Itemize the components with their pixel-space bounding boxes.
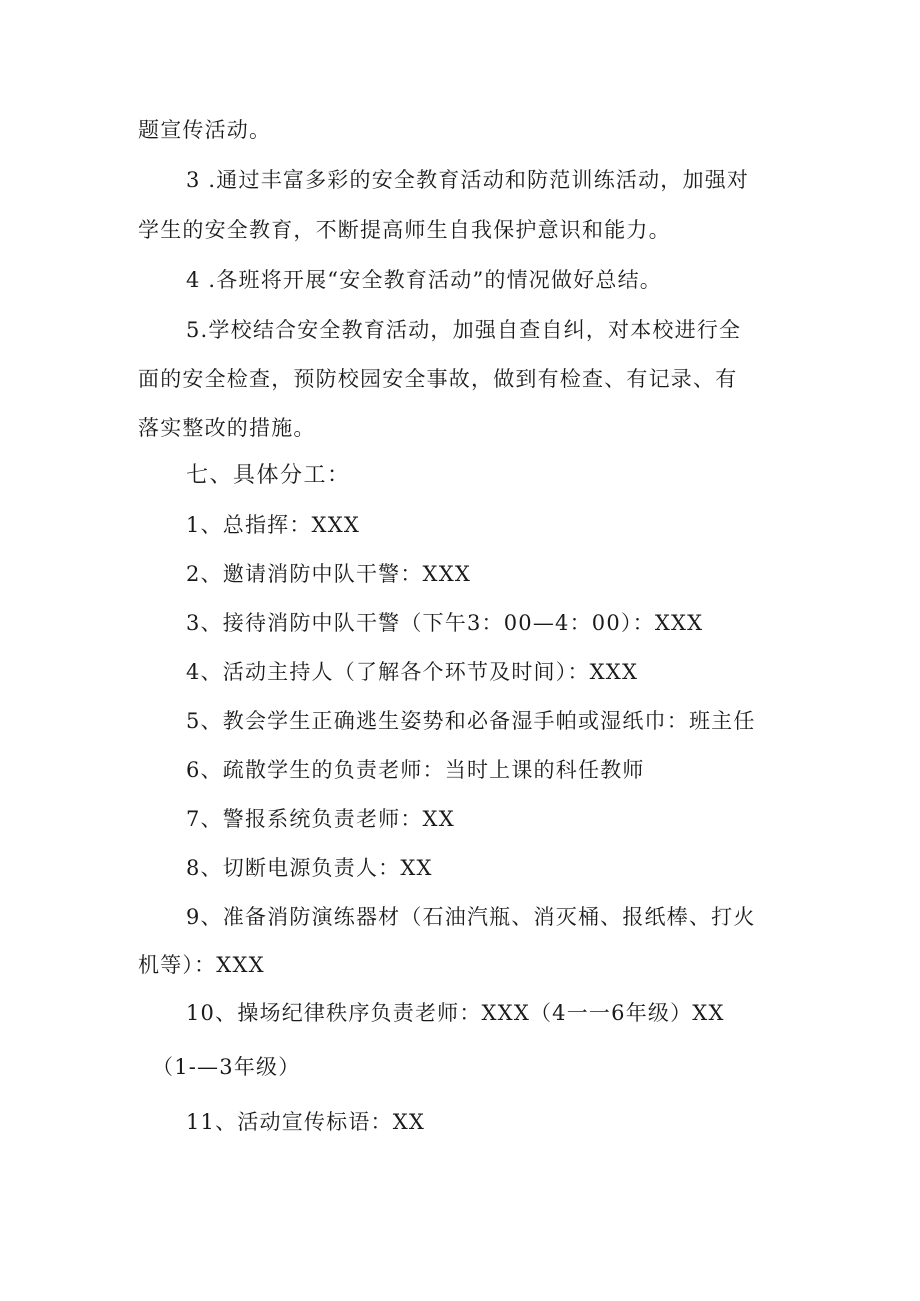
assignment-item: 5、教会学生正确逃生姿势和必备湿手帕或湿纸巾：班主任 — [186, 709, 756, 733]
assignment-item: 10、操场纪律秩序负责老师：XXX（4一一6年级）XX — [186, 1001, 725, 1025]
assignment-item: 7、警报系统负责老师：XX — [186, 807, 455, 831]
assignment-item: 4、活动主持人（了解各个环节及时间）：XXX — [186, 660, 639, 684]
assignment-item: （1-—3年级） — [152, 1055, 301, 1079]
assignment-item: 6、疏散学生的负责老师：当时上课的科任教师 — [186, 758, 645, 782]
assignment-item: 机等）：XXX — [138, 953, 265, 977]
assignment-item: 3、接待消防中队干警（下午3：00—4：00）：XXX — [186, 611, 704, 635]
assignment-item: 8、切断电源负责人：XX — [186, 856, 433, 880]
assignment-item: 9、准备消防演练器材（石油汽瓶、消灭桶、报纸棒、打火 — [186, 905, 756, 929]
section-heading: 七、具体分工： — [186, 463, 351, 488]
assignment-item: 11、活动宣传标语：XX — [186, 1110, 426, 1134]
body-line: 5.学校结合安全教育活动，加强自查自纠，对本校进行全 — [186, 318, 742, 342]
assignment-item: 1、总指挥：XXX — [186, 513, 361, 537]
assignment-item: 2、邀请消防中队干警：XXX — [186, 562, 472, 586]
body-line: 4 .各班将开展“安全教育活动”的情况做好总结。 — [186, 268, 662, 292]
body-line: 学生的安全教育，不断提高师生自我保护意识和能力。 — [138, 218, 671, 242]
body-line: 题宣传活动。 — [138, 118, 272, 142]
body-line: 面的安全检查，预防校园安全事故，做到有检查、有记录、有 — [138, 367, 738, 391]
body-line: 3 .通过丰富多彩的安全教育活动和防范训练活动，加强对 — [186, 168, 750, 192]
body-line: 落实整改的措施。 — [138, 416, 316, 440]
